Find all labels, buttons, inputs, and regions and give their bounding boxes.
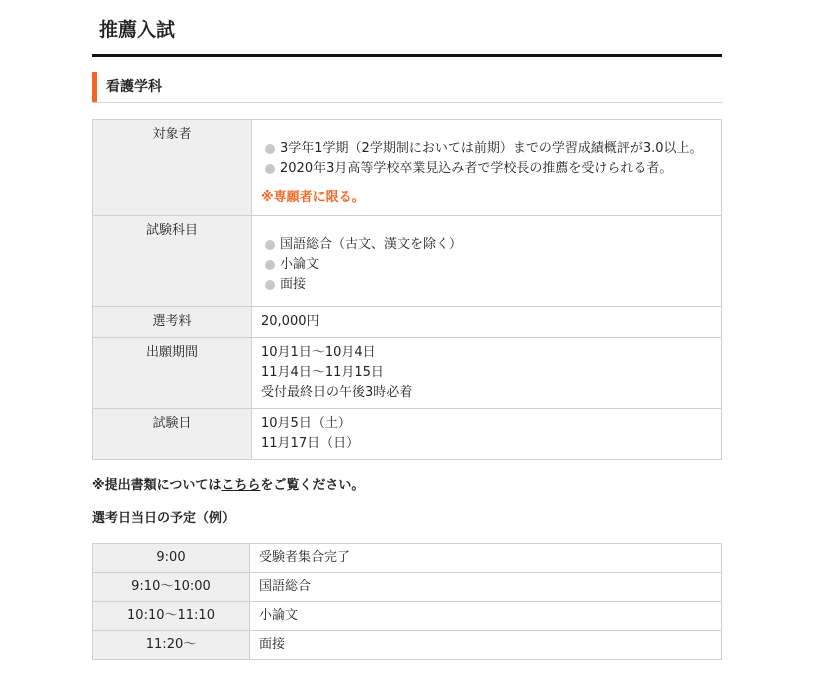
section-title-text: 看護学科 xyxy=(106,79,162,95)
schedule-event: 受験者集合完了 xyxy=(250,544,722,573)
table-row-period xyxy=(93,338,722,409)
schedule-time: 9:10～10:00 xyxy=(93,573,250,602)
schedule-event: 小論文 xyxy=(250,602,722,631)
page-title: 推薦入試 xyxy=(92,0,722,57)
table-row-subjects xyxy=(93,216,722,307)
period-line: 10月1日～10月4日 xyxy=(261,345,376,360)
documents-note: ※提出書類についてはこちらをご覧ください。 xyxy=(92,478,365,493)
period-line: 11月4日～11月15日 xyxy=(261,365,384,380)
schedule-table xyxy=(92,543,722,660)
bullet-icon xyxy=(265,240,275,250)
list-item: 2020年3月高等学校卒業見込み者で学校長の推薦を受けられる者。 xyxy=(261,159,712,179)
requirements-table xyxy=(92,119,722,460)
fee-value: 20,000円 xyxy=(252,307,722,338)
exam-date-line: 10月5日（土） xyxy=(261,416,351,431)
subjects-label: 試験科目 xyxy=(93,216,252,307)
main-content xyxy=(92,0,722,660)
schedule-time: 10:10～11:10 xyxy=(93,602,250,631)
exam-date-line: 11月17日（日） xyxy=(261,436,360,451)
target-cell xyxy=(252,120,722,216)
list-item: 国語総合（古文、漢文を除く） xyxy=(261,235,712,255)
schedule-title: 選考日当日の予定（例） xyxy=(92,511,236,526)
bullet-icon xyxy=(265,144,275,154)
list-item: 小論文 xyxy=(261,255,712,275)
period-deadline-note: 受付最終日の午後3時必着 xyxy=(261,385,413,400)
fee-label: 選考料 xyxy=(93,307,252,338)
list-item: 面接 xyxy=(261,275,712,295)
exclusive-applicant-note: ※専願者に限る。 xyxy=(261,190,365,205)
target-list xyxy=(261,125,712,179)
bullet-icon xyxy=(265,164,275,174)
subjects-list xyxy=(261,221,712,301)
table-row-exam-date xyxy=(93,409,722,460)
bullet-icon xyxy=(265,280,275,290)
subjects-cell xyxy=(252,216,722,307)
table-row xyxy=(93,573,722,602)
exam-date-cell xyxy=(252,409,722,460)
table-row-target xyxy=(93,120,722,216)
table-row xyxy=(93,544,722,573)
table-row-fee xyxy=(93,307,722,338)
table-row xyxy=(93,631,722,660)
period-cell xyxy=(252,338,722,409)
section-accent-bar xyxy=(92,72,97,102)
schedule-time: 9:00 xyxy=(93,544,250,573)
schedule-event: 国語総合 xyxy=(250,573,722,602)
schedule-event: 面接 xyxy=(250,631,722,660)
table-row xyxy=(93,602,722,631)
target-label: 対象者 xyxy=(93,120,252,216)
list-item: 3学年1学期（2学期制においては前期）までの学習成績概評が3.0以上。 xyxy=(261,139,712,159)
documents-link[interactable]: こちら xyxy=(221,478,261,493)
schedule-time: 11:20～ xyxy=(93,631,250,660)
bullet-icon xyxy=(265,260,275,270)
period-label: 出願期間 xyxy=(93,338,252,409)
exam-date-label: 試験日 xyxy=(93,409,252,460)
section-title xyxy=(92,72,722,103)
